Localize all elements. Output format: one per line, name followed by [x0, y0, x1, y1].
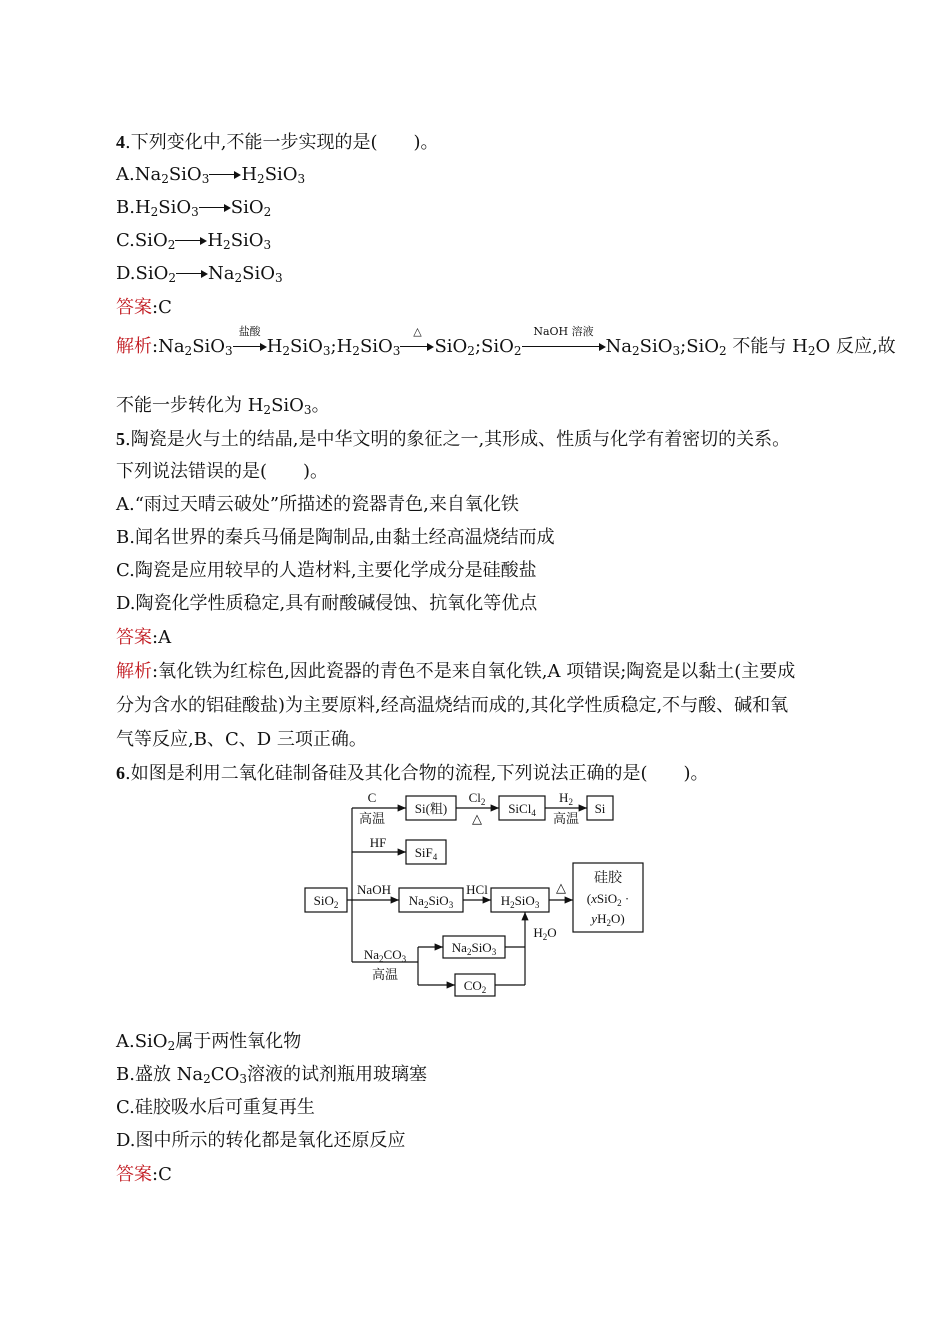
q4-analysis-line2: 不能一步转化为 $H_2SiO_3$。 [116, 395, 330, 417]
label-xsio2: (xSiO$_2$ · [586, 891, 630, 908]
label-si-crude: Si(粗) [414, 801, 448, 816]
label-sicl4: SiCl$_4$ [508, 801, 536, 818]
q4-stem: 4.下列变化中,不能一步实现的是( )。 [116, 132, 439, 153]
label-sif4: SiF$_4$ [414, 845, 438, 862]
q6-stem: 6.如图是利用二氧化硅制备硅及其化合物的流程,下列说法正确的是( )。 [116, 763, 709, 784]
label-gaowen-1: 高温 [358, 811, 386, 826]
label-hf: HF [369, 835, 387, 850]
q4-answer: 答案:C [116, 297, 172, 318]
q6-option-d: D.图中所示的转化都是氧化还原反应 [116, 1130, 406, 1151]
q5-answer: 答案:A [116, 627, 172, 648]
label-co2: $CO_2$ [463, 978, 487, 995]
label-cl2: $Cl_2$ [468, 790, 486, 807]
right-arrow-icon: NaOH 溶液 [522, 340, 606, 354]
label-na2co3: $Na_2CO_3$ [363, 947, 407, 964]
q6-option-a: A.SiO$_2$属于两性氧化物 [116, 1031, 302, 1053]
label-yh2o: $yH_2O$) [591, 911, 625, 928]
silicon-flow-diagram [300, 786, 650, 998]
right-arrow-icon [209, 168, 241, 182]
q5-analysis-line2: 分为含水的铝硅酸盐)为主要原料,经高温烧结而成的,其化学性质稳定,不与酸、碱和氧 [116, 695, 789, 716]
q4-option-c: C.SiO$_2$ $H_2SiO_3$ [116, 230, 272, 252]
label-c: C [367, 790, 377, 805]
q5-option-a: A.“雨过天晴云破处”所描述的瓷器青色,来自氧化铁 [116, 494, 519, 515]
q4-analysis: 解析$:Na_2SiO_3$ 盐酸 $H_2SiO_3;H_2SiO_3$ △ SiO$_2$;SiO$_2$ NaOH 溶液 $Na_2SiO_3;SiO_2$ 不能与 $H_2O$ 反应,故 [116, 325, 896, 358]
q5-option-d: D.陶瓷化学性质稳定,具有耐酸碱侵蚀、抗氧化等优点 [116, 593, 538, 614]
label-gaowen-3: 高温 [371, 967, 399, 982]
label-na2sio3-2: $Na_2SiO_3$ [451, 940, 497, 957]
label-gaowen-2: 高温 [552, 811, 580, 826]
right-arrow-icon: 盐酸 [233, 340, 267, 354]
label-silica-gel: 硅胶 [594, 871, 622, 886]
label-hcl: HCl [466, 882, 488, 897]
label-si: Si [594, 801, 606, 816]
q4-option-b: $B.H_2SiO_3$ SiO$_2$ [116, 197, 272, 219]
right-arrow-icon [199, 201, 231, 215]
q5-analysis-line1: 解析:氧化铁为红棕色,因此瓷器的青色不是来自氧化铁,A 项错误;陶瓷是以黏土(主要成 [116, 661, 796, 682]
q5-option-c: C.陶瓷是应用较早的人造材料,主要化学成分是硅酸盐 [116, 560, 537, 581]
label-sio2: SiO$_2$ [313, 893, 339, 910]
label-delta-1: △ [472, 811, 482, 826]
label-h2sio3: $H_2SiO_3$ [500, 893, 540, 910]
label-delta-2: △ [556, 880, 566, 895]
q4-option-d: D.SiO$_2$ $Na_2SiO_3$ [116, 263, 283, 285]
label-h2o: $H_2O$ [533, 925, 557, 942]
q6-option-c: C.硅胶吸水后可重复再生 [116, 1097, 315, 1118]
right-arrow-icon [176, 267, 208, 281]
q5-stem-line2: 下列说法错误的是( )。 [116, 461, 329, 482]
q6-answer: 答案:C [116, 1164, 172, 1185]
label-h2: $H_2$ [559, 790, 573, 807]
q4-option-a: $A.Na_2SiO_3$ $H_2SiO_3$ [116, 164, 306, 186]
q6-option-b: B.盛放 $Na_2CO_3$溶液的试剂瓶用玻璃塞 [116, 1064, 427, 1086]
label-naoh: NaOH [357, 882, 391, 897]
q5-stem-line1: 5.陶瓷是火与土的结晶,是中华文明的象征之一,其形成、性质与化学有着密切的关系。 [116, 429, 791, 450]
q5-analysis-line3: 气等反应,B、C、D 三项正确。 [116, 729, 367, 750]
right-arrow-icon [175, 234, 207, 248]
q5-option-b: B.闻名世界的秦兵马俑是陶制品,由黏土经高温烧结而成 [116, 527, 555, 548]
label-na2sio3: $Na_2SiO_3$ [408, 893, 454, 910]
right-arrow-icon: △ [400, 340, 434, 354]
